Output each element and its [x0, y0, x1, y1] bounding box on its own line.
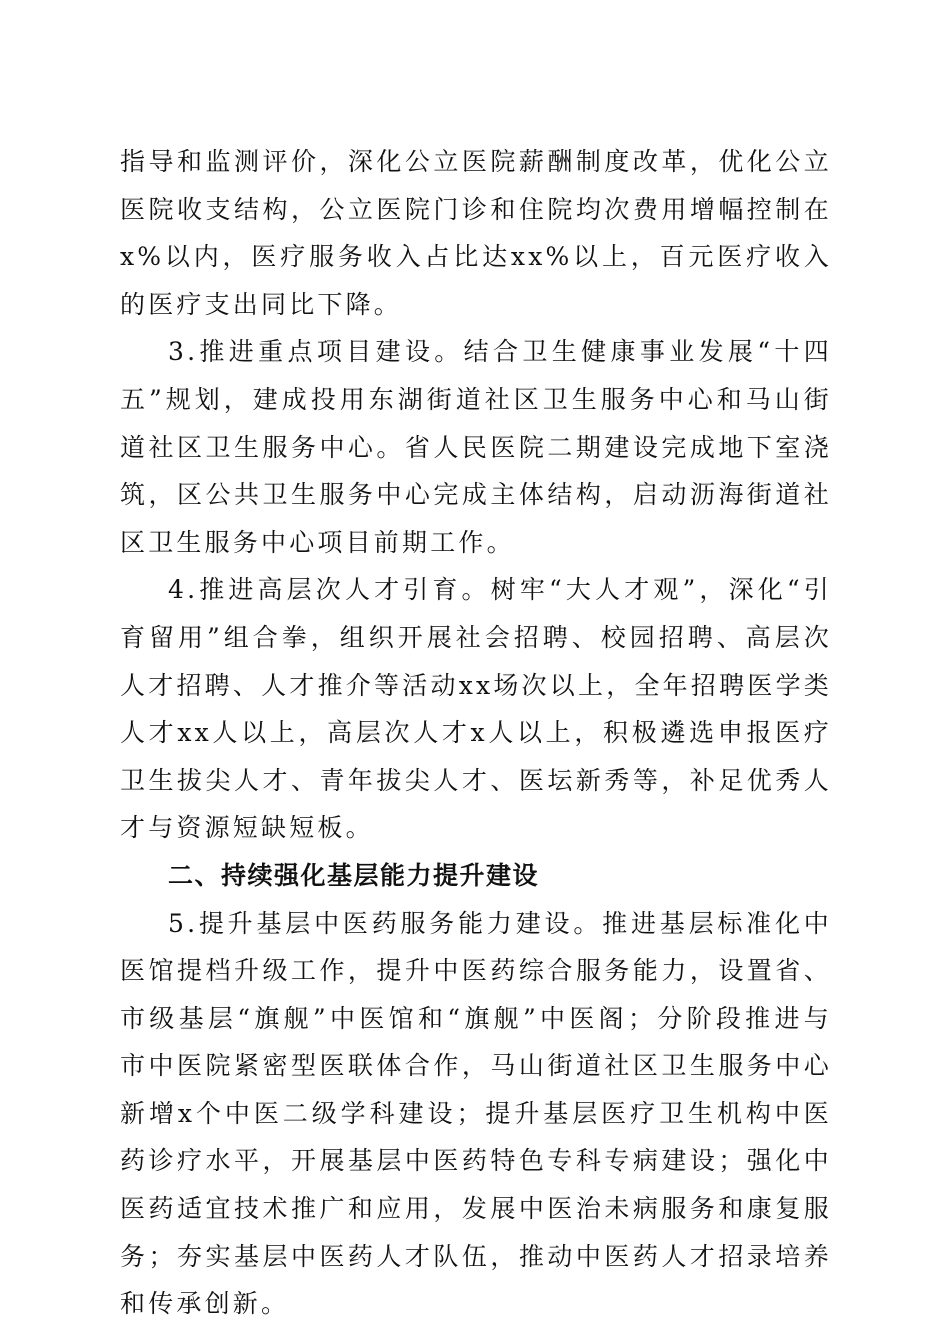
- section-heading: 二、持续强化基层能力提升建设: [168, 860, 540, 890]
- paragraph-continuation: 指导和监测评价，深化公立医院薪酬制度改革，优化公立医院收支结构，公立医院门诊和住院均次费用增幅控制在x%以内，医疗服务收入占比达xx%以上，百元医疗收入的医疗支出同比下降。: [120, 147, 832, 319]
- paragraph-item-3: 3.推进重点项目建设。结合卫生健康事业发展“十四五”规划，建成投用东湖街道社区卫生服务中心和马山街道社区卫生服务中心。省人民医院二期建设完成地下室浇筑，区公共卫生服务中心完成主体结构，启动沥海街道社区卫生服务中心项目前期工作。: [120, 337, 832, 557]
- document-body: [120, 138, 832, 1328]
- paragraph-item-5: 5.提升基层中医药服务能力建设。推进基层标准化中医馆提档升级工作，提升中医药综合服务能力，设置省、市级基层“旗舰”中医馆和“旗舰”中医阁；分阶段推进与市中医院紧密型医联体合作，马山街道社区卫生服务中心新增x个中医二级学科建设；提升基层医疗卫生机构中医药诊疗水平，开展基层中医药特色专科专病建设；强化中医药适宜技术推广和应用，发展中医治未病服务和康复服务；夯实基层中医药人才队伍，推动中医药人才招录培养和传承创新。: [120, 908, 832, 1319]
- paragraph-item-4: 4.推进高层次人才引育。树牢“大人才观”，深化“引育留用”组合拳，组织开展社会招聘、校园招聘、高层次人才招聘、人才推介等活动xx场次以上，全年招聘医学类人才xx人以上，高层次人才x人以上，积极遴选申报医疗卫生拔尖人才、青年拔尖人才、医坛新秀等，补足优秀人才与资源短缺短板。: [120, 575, 832, 843]
